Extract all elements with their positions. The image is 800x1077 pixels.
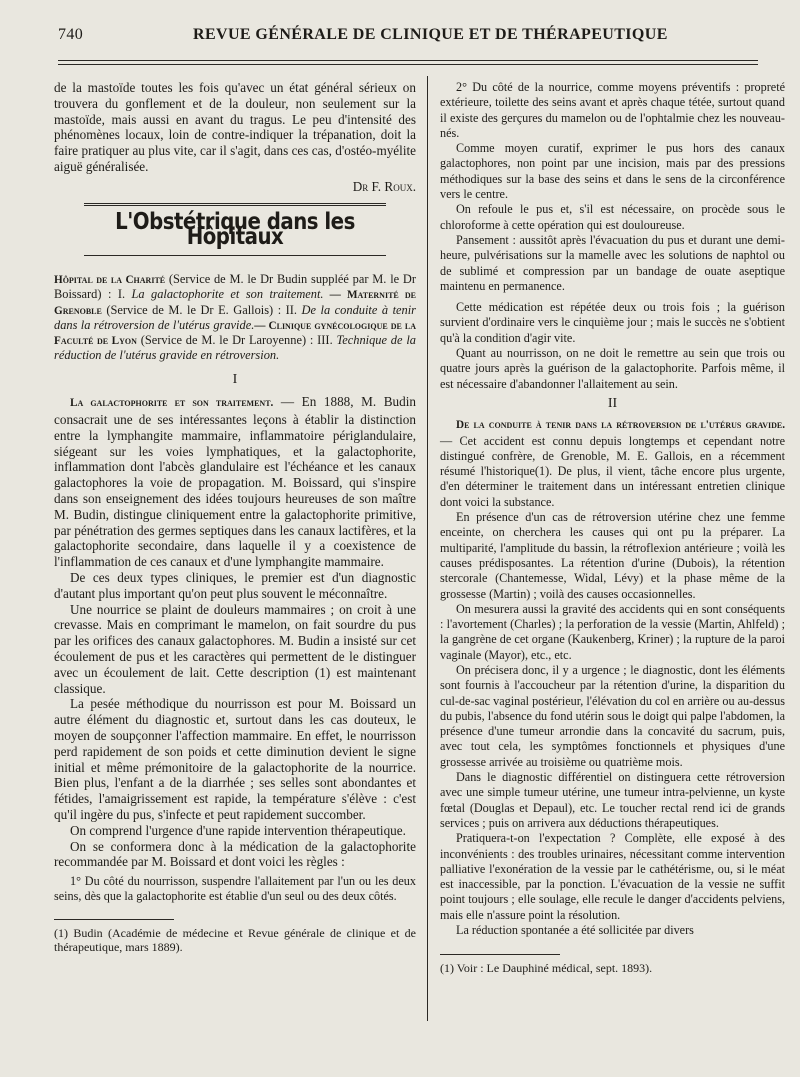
- hospital-name: — Maternité de Grenoble: [54, 289, 417, 317]
- paragraph: Quant au nourrisson, on ne doit le remettre au sein que trois ou quatre jours après la guérison de la galactophorite. Parfois même, il est nécessaire d'abandonner l'allaitement au sein.: [440, 346, 785, 391]
- paragraph: La réduction spontanée a été sollicitée par divers: [456, 923, 694, 938]
- lecture-title: Technique de la réduction de l'utérus gravide en rétroversion.: [54, 332, 416, 363]
- hospital-service: (Service de M. le Dr Laroyenne) : III.: [136, 332, 337, 347]
- paragraph: De ces deux types cliniques, le premier est d'un diagnostic d'autant plus important qu'on peut plus souvent le méconnaître.: [54, 569, 416, 601]
- paragraph: Comme moyen curatif, exprimer le pus hors des canaux galactophores, non point par une incision, mais par des pressions méthodiques sur la base des seins et dans le sens de la circonférence vers le centre.: [440, 141, 785, 202]
- hospital-intro: [54, 272, 416, 362]
- paragraph: On se conformera donc à la médication de la galactophorite recommandée par M. Boissard et dont voici les règles :: [54, 838, 416, 870]
- paragraph: Pratiquera-t-on l'expectation ? Complète, elle exposé à des inconvénients : des troubles urinaires, nécessitant comme intervention palliative l'exonération de la vessie par le cathétérisme, ou, si le méat est inaccessible, par la ponction. L'évacuation de la vessie ne suffit point toujours ; elle soulage, elle recule le danger d'accidents pelviens, mais elle n'assure point la résolution.: [440, 831, 785, 922]
- hospital-service: (Service de M. le Dr E. Gallois) : II.: [101, 302, 302, 317]
- footnote: (1) Budin (Académie de médecine et Revue générale de clinique et de thérapeutique, mars 1889).: [54, 925, 416, 954]
- title-rule-bottom: [84, 255, 386, 256]
- paragraph: En présence d'un cas de rétroversion utérine chez une femme enceinte, on cherchera les causes qui ont pu la préparer. La multiparité, l'amplitude du bassin, la rétroflexion antérieure ; voilà les causes prédisposantes. La rétention d'urine (Dubois), la rétention stercorale (Chantemesse, Widal, Lévy) et la phase même de la grossesse (Martin) ; voilà des causes occasionnelles.: [440, 510, 785, 601]
- paragraph: de la mastoïde toutes les fois qu'avec un état général sérieux on trouvera du gonflement et de la douleur, non seulement sur la mastoïde, mais aussi en avant du tragus. Le peu d'intensité des phénomènes locaux, loin de contre-indiquer la trépanation, doit la faire pratiquer au plus vite, car il s'agit, dans ces cas, d'ostéo-myélite aiguë généralisée.: [54, 80, 416, 174]
- page-header: [58, 26, 758, 48]
- paragraph-lead: De la conduite à tenir dans la rétroversion de l'utérus gravide.: [456, 419, 785, 432]
- header-rule-thin: [58, 64, 758, 65]
- hospital-name: — Clinique gynécologique de la Faculté de Lyon: [54, 319, 416, 347]
- page-number: 740: [58, 26, 84, 43]
- paragraph-lead: La galactophorite et son traitement.: [70, 397, 274, 410]
- paragraph-text: — En 1888, M. Budin consacrait une de ses intéressantes leçons à établir la distinction entre la lymphangite mammaire, inflammatoire périglandulaire, siégeant sur les voies lymphatiques, et la galactophorite, inflammation dont l'abcès glandulaire est l'échéance et les canaux galactophores la voie de propagation. M. Boissard, qui s'inspire dans son enseignement des idées toujours heureuses de son maître M. Budin, distingue cliniquement entre la galactophorite primitive, par pénétration des germes septiques dans les canaux lactifères, et la galactophorite secondaire, dans laquelle il y a coexistence de l'inflammation de ces canaux et d'une lymphangite mammaire.: [54, 394, 416, 570]
- footnote-rule: [440, 954, 560, 955]
- paragraph: On mesurera aussi la gravité des accidents qui en sont conséquents : l'avortement (Charles) ; la perforation de la vessie (Martin, Ahlfeld) ; la gangrène de cet organe (Kaukenberg, Kriner) ; la rupture de la paroi vaginale (Mayor), etc., etc.: [440, 601, 785, 662]
- paragraph: On comprend l'urgence d'une rapide intervention thérapeutique.: [70, 822, 406, 838]
- lecture-title: La galactophorite et son traitement.: [131, 287, 324, 302]
- running-title: REVUE GÉNÉRALE DE CLINIQUE ET DE THÉRAPEUTIQUE: [193, 26, 668, 43]
- header-rule: [58, 60, 758, 61]
- title-rule-top: [84, 203, 386, 206]
- section-number: I: [232, 372, 238, 388]
- column-divider: [427, 76, 428, 1021]
- hospital-service: (Service de M. le Dr Budin suppléé par M. le Dr Boissard) : I.: [54, 272, 416, 302]
- paragraph: Une nourrice se plaint de douleurs mammaires ; on croit à une crevasse. Mais en comprimant le mamelon, on fait sourdre du pus par les orifices des canaux galactophores. M. Budin a insisté sur cet écoulement de pus et les caractères qui permettent de le distinguer avec un écoulement de lait. Cette description (1) est maintenant classique.: [54, 601, 416, 696]
- lecture-title: De la conduite à tenir dans la rétroversion de l'utérus gravide.: [54, 302, 416, 332]
- paragraph: La pesée méthodique du nourrisson est pour M. Boissard un autre élément du diagnostic et, surtout dans les cas douteux, le moyen de soupçonner l'affection mammaire. En effet, le nourrisson perd rapidement de son poids et cette diminution devient le signe initial et même prémonitoire de la galactophorite de la nourrice. Bien plus, l'enfant a de la diarrhée ; ses selles sont abondantes et fétides, l'amaigrissement est rapide, la température s'élève : c'est qu'il ingère du pus, s'infecte et peut rapidement succomber.: [54, 696, 416, 822]
- paragraph: [440, 417, 785, 510]
- paragraph-text: — Cet accident est connu depuis longtemps et cependant notre distingué confrère, de Grenoble, M. E. Gallois, en a récemment résumé l'historique(1). De plus, il vient, tâche encore plus urgente, d'en déterminer le traitement dans un intéressant entretien clinique dont voici la substance.: [440, 433, 785, 509]
- author-signature: Dr F. Roux.: [352, 178, 416, 194]
- hospital-name: Hôpital de la Charité: [54, 274, 166, 287]
- left-column: [54, 80, 416, 954]
- paragraph: 2° Du côté de la nourrice, comme moyens préventifs : propreté extérieure, toilette des seins avant et après chaque tétée, surtout quand il existe des gerçures du mamelon ou de l'ophtalmie chez les nouveau-nés.: [440, 80, 785, 140]
- footnote-rule: [54, 919, 174, 920]
- footnote: (1) Voir : Le Dauphiné médical, sept. 1893).: [440, 961, 653, 976]
- paragraph: 1° Du côté du nourrisson, suspendre l'allaitement par l'un ou les deux seins, dès que la galactophorite est établie d'un seul ou des deux côtés.: [54, 874, 416, 903]
- paragraph: [54, 394, 416, 570]
- section-title-block: [54, 203, 416, 257]
- section-number: II: [607, 395, 618, 411]
- right-column: [440, 80, 785, 975]
- paragraph: On précisera donc, il y a urgence ; le diagnostic, dont les éléments sont fournis à l'accoucheur par la rétention d'urine, la disparition du cul-de-sac vaginal postérieur, l'élévation du col en arrière ou au-dessus du pubis, l'absence du fond utérin sous le doigt qui palpe l'abdomen, la présence d'une tumeur arrondie dans la concavité du sacrum, puis, avec tout cela, les symptômes fonctionnels et physiques d'une grossesse arrivée au troisième ou quatrième mois.: [440, 662, 785, 769]
- paragraph: Pansement : aussitôt après l'évacuation du pus et durant une demi-heure, pulvérisations sur la mamelle avec les solutions de naphtol ou de sublimé et compression par un bandage de ouate aseptique maintenu en permanence.: [440, 232, 785, 293]
- paragraph: Cette médication est répétée deux ou trois fois ; la guérison survient d'ordinaire vers le cinquième jour ; mais le succès ne s'obtient qu'à la condition d'agir vite.: [440, 300, 785, 345]
- paragraph: Dans le diagnostic différentiel on distinguera cette rétroversion avec une simple tumeur utérine, une tumeur intra-pelvienne, un kyste fœtal (Douglas et Depaul), etc. Le toucher rectal rend ici de grands services ; puis on arrivera aux déductions thérapeutiques.: [440, 770, 785, 830]
- paragraph: On refoule le pus et, s'il est nécessaire, on procède sous le chloroforme à cette opération qui est douloureuse.: [440, 202, 785, 232]
- section-title: L'Obstétrique dans les Hôpitaux: [115, 208, 355, 251]
